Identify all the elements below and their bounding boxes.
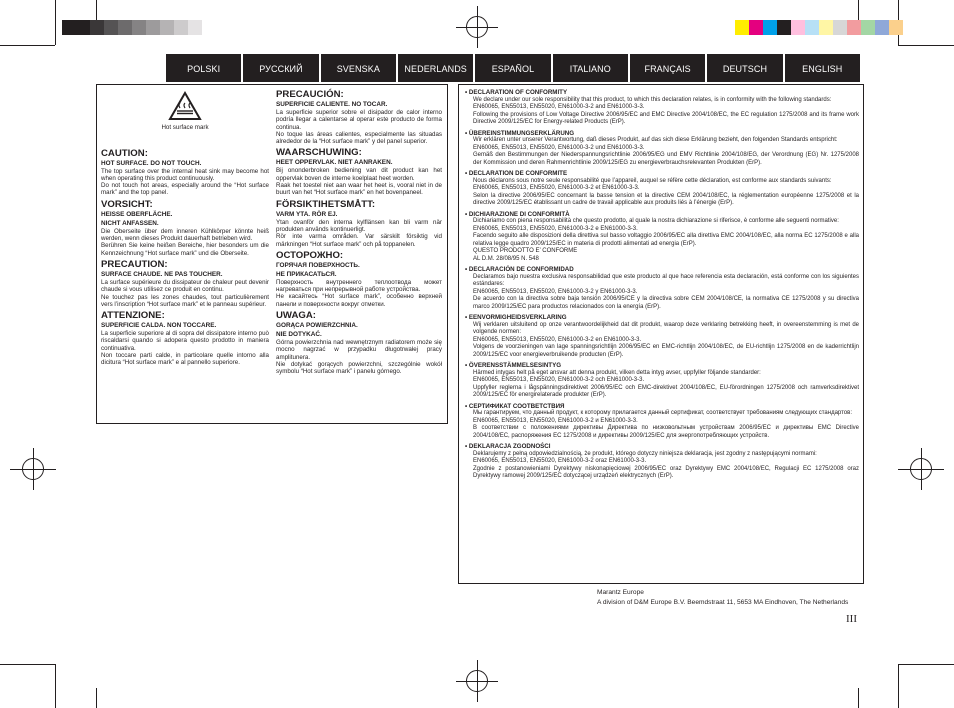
process-color-bar <box>735 20 903 35</box>
declarations-box <box>458 84 864 584</box>
hot-surface-warning-box <box>96 84 448 424</box>
warning-column-1 <box>101 85 269 367</box>
process-swatch <box>777 20 791 35</box>
declaration-line: EN60065, EN55013, EN55020, EN61000-3-2 e EN61000-3-3. <box>473 225 638 232</box>
vorsicht-text-2: Berühren Sie keine heißen Bereiche, hier besonders um die Kennzeichnung “Hot surface mark” und die Oberseite. <box>101 242 269 257</box>
tab-svenska[interactable]: SVENSKA <box>321 54 396 82</box>
declaration-line: Wij verklaren uitsluitend op onze verantwoordelijkheid dat dit produkt, waarop deze verklaring betrekking heeft, in overeenstemming is met de volgende normen: <box>473 321 859 335</box>
gray-swatch <box>188 20 202 35</box>
declaration-section <box>465 443 859 481</box>
precaution-text-2: Ne touchez pas les zones chaudes, tout particulièrement vers l’inscription “Hot surface mark” et le panneau supérieur. <box>101 293 269 308</box>
uwaga-subheading-2: NIE DOTYKAĆ. <box>276 331 322 339</box>
declaration-line: EN60065, EN55013, EN55020, EN61000-3-2 et EN61000-3-3. <box>473 185 640 191</box>
declaration-line: Declaramos bajo nuestra exclusiva responsabilidad que este producto al que hace referencia esta declaración, está conforme con los siguientes estándares: <box>473 273 859 287</box>
footer-company: Marantz Europe <box>597 589 644 596</box>
declaration-line: Dichiariamo con piena responsabilità che questo prodotto, al quale la nostra dichiarazione si riferisce, è conforme alle seguenti normative: <box>473 218 839 224</box>
gray-swatch <box>76 20 90 35</box>
declaration-section <box>465 362 859 400</box>
forsiktighet-heading: FÖRSIKTIHETSMÅTT: <box>276 198 376 210</box>
waarschuwing-text-2: Raak het toestel niet aan waar het heet is, vooral niet in de buurt van het “Hot surface mark” en het bovenpaneel. <box>276 182 442 197</box>
uwaga-text-2: Nie dotykać gorących powierzchni, szczególnie wokół symbolu “Hot surface mark” i panelu górnego. <box>276 360 442 376</box>
declaration-title: • DEKLARACJA ZGODNOŚCI <box>465 443 859 451</box>
declaration-line: Volgens de voorzieningen van lage spanningsrichtlijn 2006/95/EC en EMC-richtlijn 2004/108/EC, de EU-richtlijn 1275/2008 en de kaderrichtlijn 2009/125/EC voor energieverbruikende producten (ErP). <box>473 344 859 358</box>
declaration-title: • ÖVERENSSTÄMMELSESINTYG <box>465 362 859 370</box>
gray-color-bar <box>62 20 202 35</box>
tab-russkiy[interactable]: РУССКИЙ <box>243 54 318 82</box>
declaration-title: • DECLARACIÓN DE CONFORMIDAD <box>465 266 859 274</box>
caution-heading: CAUTION: <box>101 147 148 159</box>
declaration-section <box>465 266 859 311</box>
declaration-section <box>465 89 859 127</box>
language-tabs <box>166 54 860 82</box>
tab-english[interactable]: ENGLISH <box>785 54 860 82</box>
uwaga-text-1: Górna powierzchnia nad wewnętrznym radiatorem może się mocno nagrzać w przypadku długotrwałej pracy amplitunera. <box>276 339 442 361</box>
declaration-line: EN60065, EN55013, EN55020, EN61000-3-2 oraz EN61000-3-3. <box>473 458 647 464</box>
hot-surface-caption: Hot surface mark <box>161 124 209 132</box>
attenzione-subheading: SUPERFICIE CALDA. NON TOCCARE. <box>101 322 217 330</box>
tab-deutsch[interactable]: DEUTSCH <box>707 54 782 82</box>
declaration-line: EN60065, EN55013, EN55020, EN61000-3-2 y EN61000-3-3. <box>473 288 638 295</box>
process-swatch <box>889 20 903 35</box>
vorsicht-heading: VORSICHT: <box>101 198 153 210</box>
declaration-title: • DECLARATION DE CONFORMITE <box>465 170 859 178</box>
process-swatch <box>805 20 819 35</box>
process-swatch <box>847 20 861 35</box>
declaration-line: AL D.M. 28/08/95 N. 548 <box>473 255 539 262</box>
declaration-line: Selon la directive 2006/95/EC concernant la basse tension et la directive CEM 2004/108/EC, la réglementation européenne 1275/2008 et la directive 2009/125/EC établissant un cadre de travail applicable aux produits liés à l’énergie (ErP). <box>473 192 859 206</box>
declaration-line: EN60065, EN55013, EN55020, EN61000-3-2 und EN61000-3-3. <box>473 144 645 151</box>
process-swatch <box>875 20 889 35</box>
process-swatch <box>861 20 875 35</box>
caution-subheading: HOT SURFACE. DO NOT TOUCH. <box>101 159 202 167</box>
ostorozhno-text-1: Поверхность внутреннего теплоотвода может нагреваться при непрерывной работе устройства. <box>276 278 442 294</box>
declaration-line: EN60065, EN55013, EN55020, EN61000-3-2 en EN61000-3-3. <box>473 336 642 343</box>
declaration-section <box>465 211 859 264</box>
declaration-line: Мы гарантируем, что данный продукт, к которому прилагается данный сертификат, соответствует требованиям следующих стандартов: <box>473 410 852 416</box>
hot-surface-mark <box>101 91 269 132</box>
declaration-line: Härmed intygas helt på eget ansvar att denna produkt, vilken detta intyg avser, uppfyller följande standarder: <box>473 369 761 376</box>
attenzione-text-1: La superficie superiore al di sopra del dissipatore interno può riscaldarsi quando si adopera questo prodotto in maniera continuativa. <box>101 330 269 352</box>
tab-espanol[interactable]: ESPAÑOL <box>475 54 550 82</box>
declaration-list <box>465 89 859 484</box>
waarschuwing-subheading: HEET OPPERVLAK. NIET AANRAKEN. <box>276 159 393 167</box>
gray-swatch <box>104 20 118 35</box>
ostorozhno-subheading-1: ГОРЯЧАЯ ПОВЕРХНОСТЬ. <box>276 261 360 269</box>
waarschuwing-text-1: Bij ononderbroken bediening van dit product kan het oppervlak boven de interne koelplaat heet worden. <box>276 167 442 182</box>
company-footer <box>597 588 848 608</box>
gray-swatch <box>62 20 76 35</box>
declaration-line: De acuerdo con la directiva sobre baja tensión 2006/95/CE y la directiva sobre CEM 2004/108/CE, la normativa CE 1275/2008 y su directiva marco 2009/125/EC para productos relacionados con la energía (ErP). <box>473 296 859 310</box>
tab-francais[interactable]: FRANÇAIS <box>630 54 705 82</box>
declaration-line: EN60065, EN55013, EN55020, EN61000-3-2 и EN61000-3-3. <box>473 417 638 424</box>
attenzione-heading: ATTENZIONE: <box>101 310 165 322</box>
hot-surface-icon <box>168 91 202 121</box>
process-swatch <box>763 20 777 35</box>
footer-address: A division of D&M Europe B.V. Beemdstraat 11, 5653 MA Eindhoven, The Netherlands <box>597 599 849 606</box>
gray-swatch <box>160 20 174 35</box>
gray-swatch <box>90 20 104 35</box>
gray-swatch <box>146 20 160 35</box>
declaration-title: • ÜBEREINSTIMMUNGSERKLÄRUNG <box>465 130 859 138</box>
declaration-line: Following the provisions of Low Voltage Directive 2006/95/EC and EMC Directive 2004/108/EC, the EC regulation 1275/2008 and its frame work Directive 2009/125/EC for Energy-related Products (ErP). <box>473 111 859 125</box>
attenzione-text-2: Non toccare parti calde, in particolare quelle intorno alla dicitura “Hot surface mark” e al pannello superiore. <box>101 352 269 367</box>
declaration-line: EN60065, EN55013, EN55020, EN61000-3-2 och EN61000-3-3. <box>473 377 645 383</box>
warning-column-2 <box>276 87 442 376</box>
vorsicht-text-1: Die Oberseite über dem inneren Kühlkörper könnte heiß werden, wenn dieses Produkt dauerhaft betrieben wird. <box>101 227 269 243</box>
precaution-heading: PRECAUTION: <box>101 258 168 270</box>
declaration-line: Gemäß den Bestimmungen der Niederspannungsrichtlinie 2006/95/EG und EMV Richtlinie 2004/108/EG, der Verordnung (EG) Nr. 1275/2008 der Kommission und deren Rahmenrichtlinie 2009/125/EG zu energieverbrauchsrelevanten Produkten (ErP). <box>473 152 859 166</box>
declaration-line: EN60065, EN55013, EN55020, EN61000-3-2 and EN61000-3-3. <box>473 104 645 110</box>
ostorozhno-heading: ОСТОРОЖНО: <box>276 249 344 261</box>
caution-text-1: The top surface over the internal heat sink may become hot when operating this product continuously. <box>101 167 269 182</box>
declaration-title: • DECLARATION OF CONFORMITY <box>465 89 859 97</box>
forsiktighet-subheading: VARM YTA. RÖR EJ. <box>276 210 338 218</box>
forsiktighet-text-2: Rör inte varma områden. Var särskilt försiktig vid märkningen “Hot surface mark” och på toppanelen. <box>276 233 442 248</box>
declaration-line: Wir erklären unter unserer Verantwortung, daß dieses Produkt, auf das sich diese Erklärung bezieht, den folgenden Standards entspricht: <box>473 137 838 143</box>
precaution-text-1: La surface supérieure du dissipateur de chaleur peut devenir chaude si vous utilisez ce produit en continu. <box>101 278 269 294</box>
precaucion-text-2: No toque las áreas calientes, especialmente las situadas alrededor de la “Hot surface mark” y del panel superior. <box>276 130 442 146</box>
caution-text-2: Do not touch hot areas, especially around the “Hot surface mark” and the top panel. <box>101 182 269 197</box>
declaration-line: QUESTO PRODOTTO E’ CONFORME <box>473 248 578 254</box>
tab-nederlands[interactable]: NEDERLANDS <box>398 54 473 82</box>
declaration-line: Nous déclarons sous notre seule responsabilité que l’appareil, auquel se réfère cette déclaration, est conforme aux standards suivants: <box>473 177 832 184</box>
declaration-line: Facendo seguito alle disposizioni della direttiva sul basso voltaggio 2006/95/EC alla direttiva EMC 2004/108/EC, alla norma EC 1275/2008 e alla relativa legge quadro 2009/125/EC in materia di prodotti alimentati ad energia (ErP). <box>473 233 859 247</box>
declaration-section <box>465 130 859 168</box>
process-swatch <box>819 20 833 35</box>
page-number: III <box>846 613 857 625</box>
process-swatch <box>791 20 805 35</box>
gray-swatch <box>132 20 146 35</box>
waarschuwing-heading: WAARSCHUWING: <box>276 147 362 159</box>
ostorozhno-subheading-2: НЕ ПРИКАСАТЬСЯ. <box>276 270 337 278</box>
gray-swatch <box>174 20 188 35</box>
tab-italiano[interactable]: ITALIANO <box>553 54 628 82</box>
precaution-subheading: SURFACE CHAUDE. NE PAS TOUCHER. <box>101 270 223 278</box>
process-swatch <box>833 20 847 35</box>
declaration-line: В соответствии с положениями директивы Директива по низковольтным устройствам 2006/95/EC и директивы EMC Directive 2004/108/EC, распоряжения EC 1275/2008 и директивы 2009/125/EC для энергопотребляющих устройств. <box>473 425 859 439</box>
declaration-section <box>465 314 859 359</box>
ostorozhno-text-2: Не касайтесь “Hot surface mark”, особенно верхней панели и поверхности вокруг отметки. <box>276 293 442 308</box>
declaration-line: Zgodnie z postanowieniami Dyrektywy niskonapięciowej 2006/95/EC oraz Dyrektywy EMC 2004/108/EC, Regulacji EC 1275/2008 oraz Dyrektywy ramowej 2009/125/EC dotyczącej urządzeń elektrycznych (ErP). <box>473 465 859 479</box>
precaucion-text-1: La superficie superior sobre el disipador de calor interno podría llegar a calentarse al operar este producto de forma continua. <box>276 109 442 131</box>
declaration-line: Uppfyller reglerna i lågspänningsdirektivet 2006/95/EC och EMC-direktivet 2004/108/EC, EU-förordningen 1275/2008 och ramverksdirektivet 2009/125/EC för energirelaterade produkter (ErP). <box>473 384 859 398</box>
declaration-line: We declare under our sole responsibility that this product, to which this declaration relates, is in conformity with the following standards: <box>473 96 832 103</box>
declaration-section <box>465 170 859 208</box>
uwaga-heading: UWAGA: <box>276 310 316 322</box>
process-swatch <box>749 20 763 35</box>
precaucion-subheading: SUPERFICIE CALIENTE. NO TOCAR. <box>276 101 388 108</box>
gray-swatch <box>118 20 132 35</box>
uwaga-subheading-1: GORĄCA POWIERZCHNIA. <box>276 322 358 330</box>
declaration-section <box>465 403 859 441</box>
declaration-line: Deklarujemy z pełną odpowiedzialnością, że produkt, którego dotyczy niniejsza deklaracja, jest zgodny z następującymi normami: <box>473 450 817 457</box>
process-swatch <box>735 20 749 35</box>
declaration-title: • EENVORMIGHEIDSVERKLARING <box>465 314 859 322</box>
vorsicht-subheading-1: HEISSE OBERFLÄCHE. <box>101 210 173 218</box>
tab-polski[interactable]: POLSKI <box>166 54 241 82</box>
declaration-title: • СЕРТИФИКАТ СООТВЕТСТВИЯ <box>465 403 859 411</box>
precaucion-heading: PRECAUCIÓN: <box>276 89 344 100</box>
declaration-title: • DICHIARAZIONE DI CONFORMITÀ <box>465 211 859 219</box>
vorsicht-subheading-2: NICHT ANFASSEN. <box>101 219 159 227</box>
forsiktighet-text-1: Ytan ovanför den interna kylflänsen kan bli varm när produkten används kontinuerligt. <box>276 218 442 233</box>
